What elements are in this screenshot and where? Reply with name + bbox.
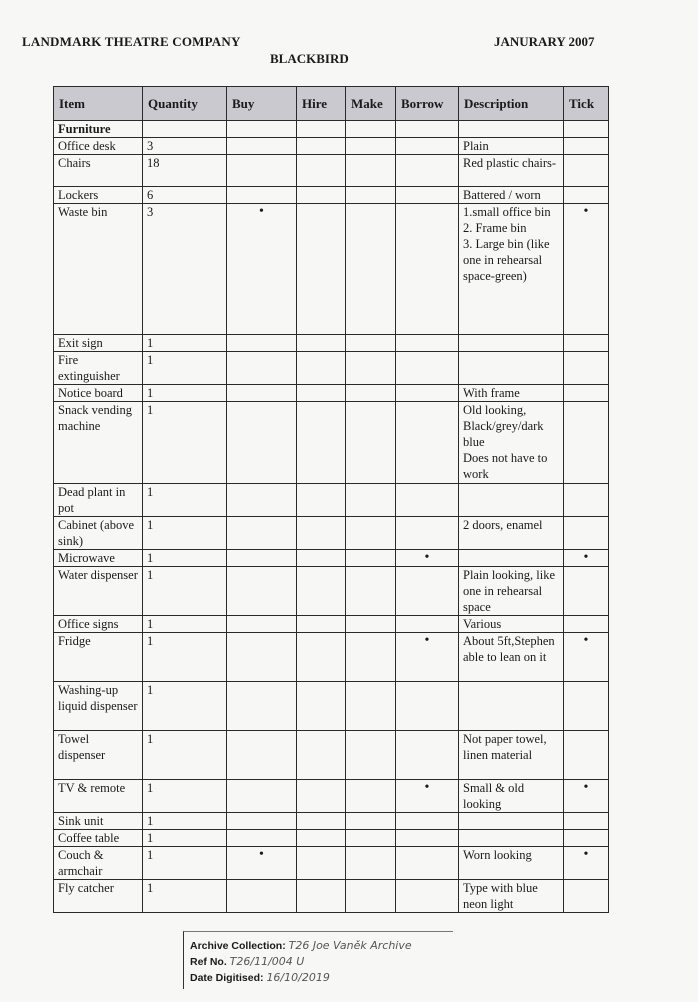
cell-qty: 1 — [143, 517, 227, 550]
cell-item: TV & remote — [54, 780, 143, 813]
cell-hire — [297, 880, 346, 913]
cell-desc: 1.small office bin 2. Frame bin 3. Large bin (like one in rehearsal space-green) — [459, 204, 564, 335]
empty-cell — [297, 121, 346, 138]
cell-desc: 2 doors, enamel — [459, 517, 564, 550]
column-header-make: Make — [346, 87, 396, 121]
cell-buy: • — [227, 204, 297, 335]
cell-borrow — [396, 682, 459, 731]
column-header-borrow: Borrow — [396, 87, 459, 121]
cell-borrow: • — [396, 550, 459, 567]
empty-cell — [346, 121, 396, 138]
empty-cell — [459, 121, 564, 138]
cell-tick — [564, 187, 609, 204]
cell-buy — [227, 138, 297, 155]
table-row — [54, 682, 609, 731]
cell-buy — [227, 335, 297, 352]
cell-make — [346, 847, 396, 880]
cell-desc: Various — [459, 616, 564, 633]
table-row — [54, 633, 609, 682]
cell-item: Snack vending machine — [54, 402, 143, 484]
cell-tick: • — [564, 847, 609, 880]
cell-hire — [297, 335, 346, 352]
cell-qty: 3 — [143, 204, 227, 335]
cell-qty: 3 — [143, 138, 227, 155]
table-row — [54, 780, 609, 813]
cell-buy — [227, 633, 297, 682]
cell-borrow — [396, 567, 459, 616]
column-header-tick: Tick — [564, 87, 609, 121]
table-row — [54, 385, 609, 402]
cell-borrow — [396, 352, 459, 385]
table-row — [54, 204, 609, 335]
cell-desc: Type with blue neon light — [459, 880, 564, 913]
cell-buy — [227, 880, 297, 913]
cell-hire — [297, 155, 346, 187]
cell-desc — [459, 335, 564, 352]
cell-borrow — [396, 517, 459, 550]
cell-make — [346, 830, 396, 847]
table-row — [54, 484, 609, 517]
cell-buy — [227, 830, 297, 847]
cell-tick — [564, 616, 609, 633]
cell-borrow — [396, 847, 459, 880]
cell-buy: • — [227, 847, 297, 880]
production-title: BLACKBIRD — [270, 51, 349, 66]
cell-qty: 1 — [143, 682, 227, 731]
cell-qty: 6 — [143, 187, 227, 204]
empty-cell — [396, 121, 459, 138]
cell-borrow — [396, 335, 459, 352]
table-row — [54, 847, 609, 880]
cell-make — [346, 780, 396, 813]
cell-borrow — [396, 616, 459, 633]
column-header-quantity: Quantity — [143, 87, 227, 121]
cell-qty: 1 — [143, 567, 227, 616]
cell-tick: • — [564, 633, 609, 682]
cell-qty: 18 — [143, 155, 227, 187]
cell-make — [346, 385, 396, 402]
cell-item: Sink unit — [54, 813, 143, 830]
cell-tick — [564, 731, 609, 780]
cell-tick — [564, 880, 609, 913]
cell-qty: 1 — [143, 616, 227, 633]
document-date: JANURARY 2007 — [494, 34, 595, 49]
cell-buy — [227, 385, 297, 402]
cell-item: Cabinet (above sink) — [54, 517, 143, 550]
table-row — [54, 138, 609, 155]
column-header-item: Item — [54, 87, 143, 121]
cell-qty: 1 — [143, 813, 227, 830]
table-row — [54, 352, 609, 385]
cell-make — [346, 633, 396, 682]
cell-hire — [297, 682, 346, 731]
cell-qty: 1 — [143, 847, 227, 880]
cell-item: Fly catcher — [54, 880, 143, 913]
cell-item: Couch & armchair — [54, 847, 143, 880]
cell-make — [346, 550, 396, 567]
cell-item: Water dispenser — [54, 567, 143, 616]
cell-desc: Plain — [459, 138, 564, 155]
cell-tick — [564, 517, 609, 550]
cell-hire — [297, 847, 346, 880]
cell-hire — [297, 813, 346, 830]
cell-make — [346, 517, 396, 550]
cell-item: Dead plant in pot — [54, 484, 143, 517]
table-row — [54, 402, 609, 484]
cell-qty: 1 — [143, 352, 227, 385]
cell-buy — [227, 187, 297, 204]
column-header-buy: Buy — [227, 87, 297, 121]
cell-qty: 1 — [143, 880, 227, 913]
cell-item: Washing-up liquid dispenser — [54, 682, 143, 731]
cell-hire — [297, 402, 346, 484]
cell-buy — [227, 813, 297, 830]
cell-tick — [564, 335, 609, 352]
cell-buy — [227, 616, 297, 633]
table-row — [54, 830, 609, 847]
cell-buy — [227, 550, 297, 567]
cell-borrow — [396, 187, 459, 204]
cell-make — [346, 352, 396, 385]
cell-buy — [227, 731, 297, 780]
cell-make — [346, 731, 396, 780]
cell-qty: 1 — [143, 335, 227, 352]
table-row — [54, 616, 609, 633]
cell-item: Microwave — [54, 550, 143, 567]
cell-make — [346, 484, 396, 517]
empty-cell — [227, 121, 297, 138]
cell-hire — [297, 616, 346, 633]
cell-borrow — [396, 830, 459, 847]
cell-buy — [227, 517, 297, 550]
cell-hire — [297, 550, 346, 567]
archive-stamp — [183, 931, 453, 989]
cell-make — [346, 187, 396, 204]
cell-hire — [297, 567, 346, 616]
cell-make — [346, 813, 396, 830]
cell-desc: Worn looking — [459, 847, 564, 880]
cell-item: Office desk — [54, 138, 143, 155]
cell-desc: Plain looking, like one in rehearsal space — [459, 567, 564, 616]
cell-desc: Battered / worn — [459, 187, 564, 204]
empty-cell — [143, 121, 227, 138]
cell-qty: 1 — [143, 633, 227, 682]
cell-qty: 1 — [143, 484, 227, 517]
cell-borrow — [396, 402, 459, 484]
cell-hire — [297, 138, 346, 155]
section-row-furniture — [54, 121, 609, 138]
cell-desc: Small & old looking — [459, 780, 564, 813]
column-header-hire: Hire — [297, 87, 346, 121]
cell-desc — [459, 813, 564, 830]
company-name: LANDMARK THEATRE COMPANY — [22, 34, 241, 49]
cell-desc — [459, 484, 564, 517]
cell-desc: Old looking, Black/grey/dark blue Does not have to work — [459, 402, 564, 484]
cell-tick — [564, 155, 609, 187]
cell-hire — [297, 385, 346, 402]
cell-qty: 1 — [143, 780, 227, 813]
cell-tick — [564, 352, 609, 385]
cell-desc: Not paper towel, linen material — [459, 731, 564, 780]
cell-tick — [564, 484, 609, 517]
cell-make — [346, 616, 396, 633]
table-body — [54, 121, 609, 913]
cell-hire — [297, 780, 346, 813]
table-row — [54, 187, 609, 204]
cell-make — [346, 402, 396, 484]
cell-tick — [564, 138, 609, 155]
table-header-row — [54, 87, 609, 121]
cell-make — [346, 138, 396, 155]
cell-desc — [459, 682, 564, 731]
cell-item: Office signs — [54, 616, 143, 633]
cell-qty: 1 — [143, 830, 227, 847]
empty-cell — [564, 121, 609, 138]
cell-desc — [459, 830, 564, 847]
cell-qty: 1 — [143, 402, 227, 484]
ref-value: T26/11/004 U — [229, 955, 305, 968]
cell-buy — [227, 402, 297, 484]
cell-make — [346, 567, 396, 616]
cell-tick: • — [564, 550, 609, 567]
cell-borrow: • — [396, 633, 459, 682]
cell-borrow — [396, 880, 459, 913]
cell-hire — [297, 517, 346, 550]
cell-tick — [564, 402, 609, 484]
cell-item: Fridge — [54, 633, 143, 682]
cell-borrow — [396, 813, 459, 830]
cell-borrow — [396, 484, 459, 517]
cell-item: Towel dispenser — [54, 731, 143, 780]
table-row — [54, 567, 609, 616]
cell-desc — [459, 550, 564, 567]
table-row — [54, 880, 609, 913]
cell-item: Exit sign — [54, 335, 143, 352]
date-digitised-value: 16/10/2019 — [266, 971, 330, 984]
cell-buy — [227, 780, 297, 813]
cell-hire — [297, 633, 346, 682]
cell-hire — [297, 187, 346, 204]
cell-qty: 1 — [143, 550, 227, 567]
column-header-description: Description — [459, 87, 564, 121]
cell-borrow: • — [396, 780, 459, 813]
cell-desc: About 5ft,Stephen able to lean on it — [459, 633, 564, 682]
section-label: Furniture — [54, 121, 143, 138]
cell-buy — [227, 484, 297, 517]
date-digitised-label: Date Digitised: — [190, 972, 264, 984]
props-table — [53, 86, 609, 913]
cell-buy — [227, 155, 297, 187]
cell-desc: Red plastic chairs- — [459, 155, 564, 187]
cell-tick — [564, 830, 609, 847]
cell-tick: • — [564, 204, 609, 335]
cell-borrow — [396, 138, 459, 155]
cell-qty: 1 — [143, 385, 227, 402]
cell-borrow — [396, 155, 459, 187]
cell-make — [346, 880, 396, 913]
archive-collection-value: T26 Joe Vaněk Archive — [288, 939, 412, 952]
ref-label: Ref No. — [190, 956, 227, 968]
cell-desc — [459, 352, 564, 385]
cell-item: Waste bin — [54, 204, 143, 335]
cell-tick — [564, 385, 609, 402]
cell-make — [346, 155, 396, 187]
table-row — [54, 155, 609, 187]
cell-buy — [227, 567, 297, 616]
cell-tick — [564, 567, 609, 616]
cell-buy — [227, 682, 297, 731]
cell-borrow — [396, 385, 459, 402]
table-row — [54, 550, 609, 567]
cell-borrow — [396, 731, 459, 780]
cell-qty: 1 — [143, 731, 227, 780]
table-row — [54, 813, 609, 830]
cell-desc: With frame — [459, 385, 564, 402]
cell-hire — [297, 204, 346, 335]
cell-item: Coffee table — [54, 830, 143, 847]
table-row — [54, 335, 609, 352]
cell-item: Notice board — [54, 385, 143, 402]
cell-hire — [297, 484, 346, 517]
archive-collection-label: Archive Collection: — [190, 940, 286, 952]
cell-borrow — [396, 204, 459, 335]
cell-tick — [564, 682, 609, 731]
cell-make — [346, 335, 396, 352]
cell-make — [346, 682, 396, 731]
cell-item: Fire extinguisher — [54, 352, 143, 385]
cell-make — [346, 204, 396, 335]
cell-item: Lockers — [54, 187, 143, 204]
cell-hire — [297, 352, 346, 385]
table-row — [54, 517, 609, 550]
cell-hire — [297, 731, 346, 780]
cell-tick — [564, 813, 609, 830]
table-row — [54, 731, 609, 780]
cell-hire — [297, 830, 346, 847]
cell-tick: • — [564, 780, 609, 813]
cell-item: Chairs — [54, 155, 143, 187]
cell-buy — [227, 352, 297, 385]
